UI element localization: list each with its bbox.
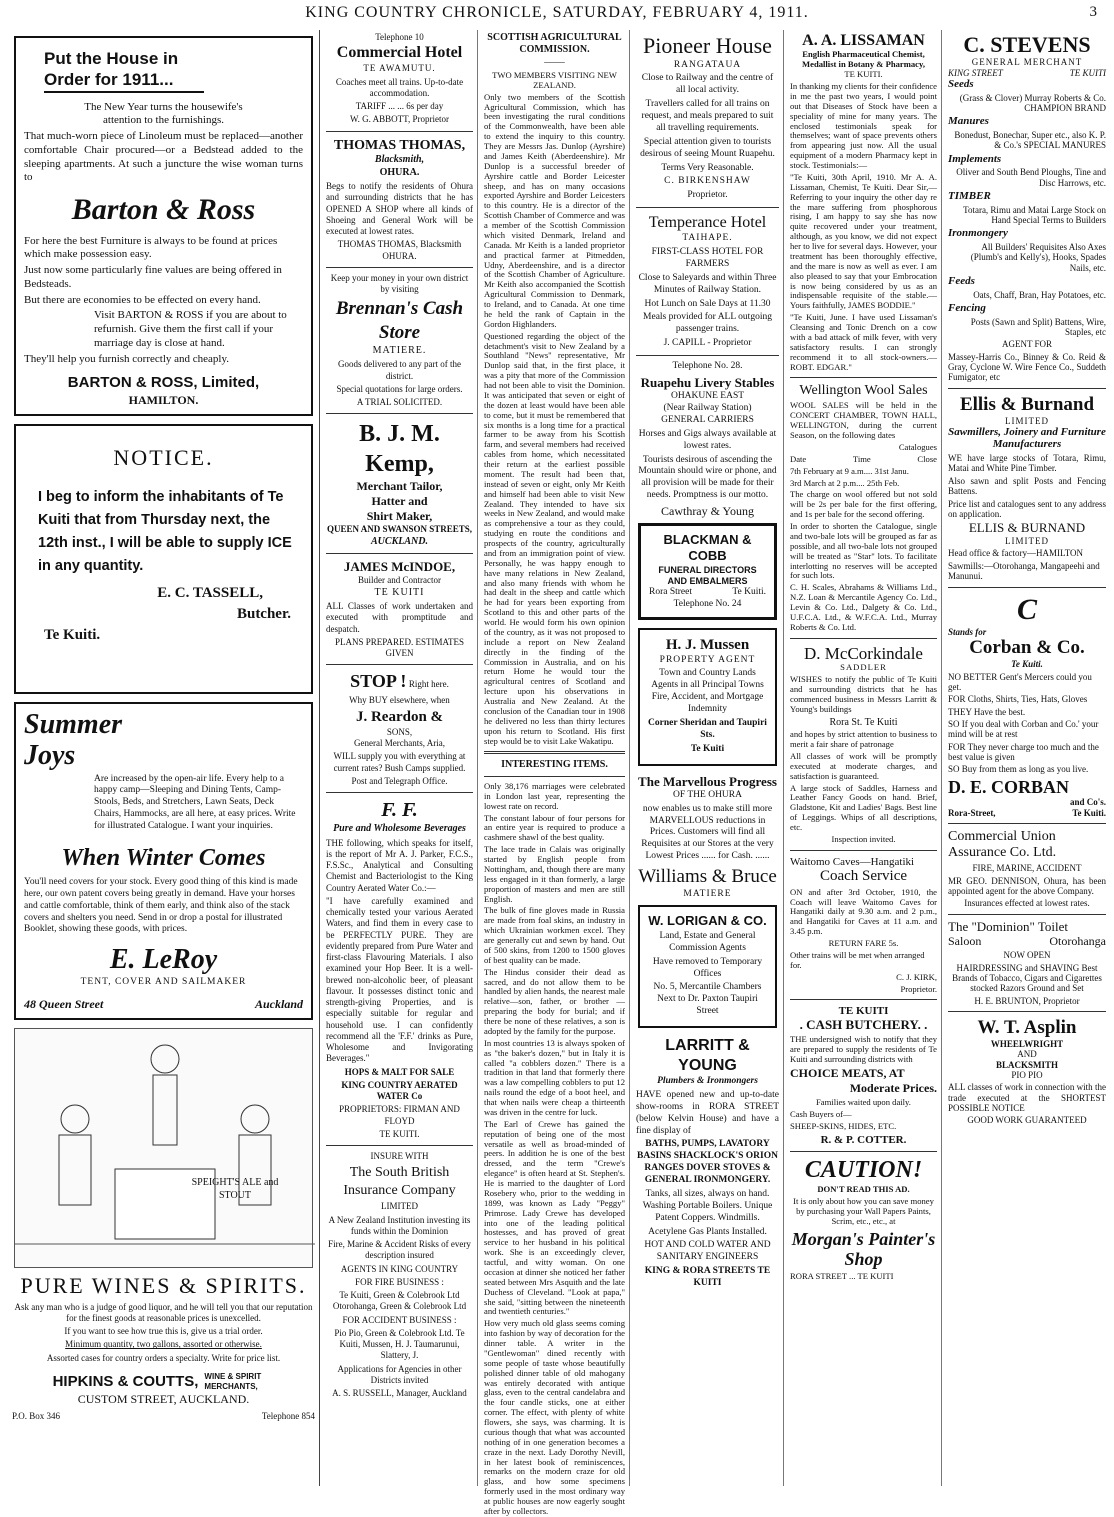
corban-row-1: NO BETTER Gent's Mercers could you get. [948, 671, 1092, 692]
ff-hops: HOPS & MALT FOR SALE [344, 1066, 455, 1077]
lissaman-body-2: "Te Kuiti, 30th April, 1910. Mr A. A. Lissaman, Chemist, Te Kuiti. Dear Sir,—Referring to your inquiry the other day re the mare suffering from phosphorous rising, I am happy to say she has now quite recovered under your treatment, although, as you know, we did not expect her to live for several days. However, your treatment has been thoroughly effective, and the mare is now as well as ever. I am also pleased to say that your Embrocation is now being considered by us as an indispensable requisite of the stable.—Yours faithfully, JAMES BODDIE." [790, 171, 937, 311]
column-5 [786, 30, 942, 1486]
ellis-burnand-ltd: LIMITED [1005, 415, 1049, 426]
stop-body: Why BUY elsewhere, when [349, 694, 450, 705]
asplin-and: AND [1017, 1049, 1037, 1060]
corban-row-3: THEY Have the best. [948, 706, 1026, 717]
waitomo-fare: RETURN FARE 5s. [828, 938, 899, 949]
mussen-town: Te Kuiti [690, 743, 725, 754]
ruapehu-body-2: Tourists desirous of ascending the Mountain should wire or phone, and all provision will be made for their needs. Promptness is our motto. [638, 454, 777, 501]
brennan-body-3: A TRIAL SOLICITED. [356, 397, 443, 407]
hipkins-body-1: Ask any man who is a judge of good liquor, and he will tell you that our reputation for the finest goods at reasonable prices is unexcelled. [14, 1301, 313, 1323]
reardon-post: Post and Telegraph Office. [351, 775, 448, 786]
barton-body-4: But there are economies to be effected on every hand. [24, 293, 261, 306]
mussen-trade: PROPERTY AGENT [659, 654, 756, 665]
items-title: INTERESTING ITEMS. [501, 759, 608, 771]
leroy-address: 48 Queen Street [24, 997, 104, 1012]
temperance-body-1: FIRST-CLASS HOTEL FOR FARMERS [651, 247, 764, 269]
stevens-ironmongery: All Builders' Requisites Also Axes (Plumb's and Kelly's), Hooks, Spades Nails, etc. [970, 241, 1106, 273]
ff-body-2: "I have carefully examined and chemically tested your various Aerated Waters, and find them in every case to be PERFECTLY PURE. They are evidently prepared from Pure Water and first-class Flavouring Materials. I also examined your Hop Beer. It is a well-brewed non-alcoholic beer, of pleasant flavour. It possesses distinct tonic and strength-giving Properties, and is especially suitable for regular and household use. I can confidently recommend all the 'F.F.' drinks as Pure, Wholesome and Invigorating Beverages." [326, 895, 473, 1064]
lissaman-town: TE KUITI. [844, 69, 883, 80]
waitomo-heading: Waitomo Caves—Hangatiki [790, 855, 915, 868]
masthead-title: KING COUNTRY CHRONICLE, SATURDAY, FEBRUARY 4, 1911. [305, 4, 809, 21]
ellis-burnand-body-1: WE have large stocks of Totara, Rimu, Matai and White Pine Timber. [948, 453, 1106, 474]
dominion-open: NOW OPEN [1003, 950, 1051, 961]
ruapehu-signature: Cawthray & Young [660, 504, 754, 518]
marvellous-heading: The Marvellous Progress [638, 773, 777, 789]
stop-heading: STOP ! [350, 671, 407, 692]
morgans-name: Morgan's Painter's Shop [791, 1228, 936, 1270]
commercial-union-body: MR GEO. DENNISON, Ohura, has been appointed agent for the above Company. [948, 875, 1106, 896]
item-4: The bulk of fine gloves made in Russia are made from foal skins, an industry in which Ukrainian workmen excel. They are generally cut and sewn by hand. Out of 500 skins, from 1200 to 1500 gloves of best quality can be made. [484, 905, 625, 965]
dec-co: and Co's. [1069, 797, 1106, 808]
sb-manager: A. S. RUSSELL, Manager, Auckland [332, 1388, 467, 1398]
stevens-timber-heading: TIMBER [948, 189, 991, 202]
hipkins-address: CUSTOM STREET, AUCKLAND. [77, 1391, 250, 1406]
page-number: 3 [1089, 4, 1098, 20]
waitomo-proprietor: C. J. KIRK, [896, 971, 937, 982]
mcindoe-trade: Builder and Contractor [358, 575, 441, 586]
butchery-signature: R. & P. COTTER. [820, 1133, 907, 1146]
thomas-signature: THOMAS THOMAS, Blacksmith OHURA. [337, 239, 462, 261]
wool-col-close: Close [917, 453, 937, 464]
ff-company: KING COUNTRY AERATED WATER Co [341, 1079, 458, 1101]
larritt-young-name: LARRITT & YOUNG [665, 1037, 750, 1074]
stevens-implements: Oliver and South Bend Ploughs, Tine and Disc Harrows, etc. [956, 167, 1106, 188]
williams-bruce-name: Williams & Bruce [638, 866, 777, 887]
column-2 [322, 30, 478, 1486]
bc-address: Rora Street [649, 587, 693, 597]
stevens-implements-heading: Implements [948, 152, 1002, 165]
kemp-trade-2: Hatter and [371, 494, 428, 509]
corban-row-6: SO Buy from them as long as you live. [948, 764, 1089, 775]
kemp-trade-1: Merchant Tailor, [356, 479, 443, 494]
lissaman-body-1: In thanking my clients for their confidence in me the past two years, I would point out that Diseases of Stock have been a speciality of mine for many years. The enclosed testimonials speak for themselves; want of space prevents others from appearing just now. All the usual equipment of a modern Pharmacy kept in stock. Testimonials:— [790, 81, 938, 171]
brennan-body-1: Goods delivered to any part of the district. [338, 359, 461, 381]
marvellous-of: OF THE OHURA [673, 789, 742, 800]
item-1: Only 38,176 marriages were celebrated in London last year, representing the lowest rate on record. [484, 780, 625, 811]
pioneer-body-2: Travellers called for all trains on request, and meals prepared to suit all travelling requirements. [641, 99, 774, 133]
sb-fire-names: Te Kuiti, Green & Colebrook Ltd Otorohanga, Green & Colebrook Ltd [332, 1290, 467, 1312]
waitomo-sub: Coach Service [819, 868, 908, 885]
larritt-young-trade: Plumbers & Ironmongers [657, 1076, 758, 1086]
sb-pre: INSURE WITH [370, 1151, 429, 1161]
larritt-young-body-3: Tanks, all sizes, always on hand. Washing Portable Boilers. Unique Patent Coppers. Windmills. [642, 1188, 773, 1223]
brennan-pre: Keep your money in your own district by visiting [330, 272, 469, 294]
wool-sales-table-header [790, 455, 937, 465]
barton-headline: Put the House in Order for 1911... [44, 48, 204, 93]
mccorkindale-body-2: and hopes by strict attention to business to merit a fair share of patronage [790, 729, 937, 750]
dominion-town: Otorohanga [1049, 933, 1106, 948]
thomas-trade: Blacksmith, [374, 154, 425, 165]
marvellous-body: now enables us to make still more MARVELLOUS reductions in Prices. Customers will find all Requisites at our Stores at the very Lowest Prices ...... for Cash. ...... [641, 803, 774, 862]
mccorkindale-body-3: All classes of work will be promptly executed at moderate charges, and satisfaction is guaranteed. [790, 750, 937, 781]
sb-applications: Applications for Agencies in other Districts invited [337, 1363, 462, 1385]
stevens-town: TE KUITI [1069, 67, 1106, 78]
pioneer-town: RANGATAUA [673, 59, 742, 70]
item-8: How very much old glass seems coming into fashion by way of decoration for the dinner table. A writer in the "Gentlewoman" dined recently with some people of taste whose beautifully polished dinner table of old mahogany was entirely decorated with antique glass, even to the central candelabra and the four candle sticks, one at either corner. The effect, with plenty of white flowers, she says, was charming. It is curious though that what was accounted nothing of in one generation becomes a craze in the next. Lady Dorothy Nevill, in her latest book of reminiscences, remarks on the modern craze for old glass, and how some specimens formerly used in the most ordinary way at public houses are now eagerly sought after by collectors. [484, 1318, 625, 1516]
men-toasting-icon [15, 1029, 315, 1269]
hipkins-pobox: P.O. Box 346 [12, 1410, 61, 1421]
dec-name: D. E. CORBAN [948, 776, 1070, 797]
reardon-sons: SONS, [386, 726, 413, 737]
lorigan-address: No. 5, Mercantile Chambers Next to Dr. Paxton Taupiri Street [653, 982, 762, 1017]
article-para-2: Questioned regarding the object of the detachment's visit to New Zealand by a Southland "News" representative, Mr Dunlop said that, in the first place, it was a pity that more of the Commission had not been able to visit the Dominion. It was anticipated that seven or eight of the dozen at least would have been able to come, but it must be remembered that six months is a long time for a practical farmer to be away from his Scottish farm, and several members had received cables from home, which necessitated their return at the earliest possible moment. The result had been that, instead of seven or eight, only Mr Keith and himself had been able to visit New Zealand. They intended to have six weeks in New Zealand, and would make as comprehensive a tour as they could, studying en route the conditions and prospects of the country, agriculturally and from an immigration point of view. Personally, he was happy enough to have many relations in New Zealand, and also many friends with whom he had dealt in the sheep and cattle which he had for years been exporting from Scotland to this and other parts of the world. He would form his own opinion of the country, as it was not proposed to include a report on New Zealand directly in the finding of the Commission in Australia, and on his return Home he would tour the agricultural centres of Scotland and lecture upon his observations in Australia and New Zealand. At the conclusion of the Canadian tour in 1908 he delivered no less than thirty lectures upon his return to Scotland. His first step would be to visit Lake Wakatipu. [484, 330, 625, 746]
dominion-saloon: Saloon [948, 933, 982, 948]
commercial-hotel-tariff: TARIFF ... ... 6s per day [355, 101, 444, 111]
blackman-cobb-ad [638, 523, 777, 620]
notice-title: NOTICE. [113, 445, 214, 470]
ellis-burnand-body-2: Also sawn and split Posts and Fencing Battens. [948, 475, 1106, 497]
commercial-union-trade: FIRE, MARINE, ACCIDENT [972, 863, 1082, 874]
sb-name: The South British Insurance Company [343, 1165, 456, 1198]
speights-label: SPEIGHT'S ALE and STOUT [191, 1177, 279, 1201]
lorigan-ad [638, 905, 777, 1028]
ellis-burnand-trade: Sawmillers, Joinery and Furniture Manufacturers [948, 425, 1106, 451]
barton-intro: The New Year turns the housewife's attention to the furnishings. [84, 100, 243, 127]
reardon-merchants: General Merchants, Aria, [354, 738, 445, 748]
asplin-body: ALL classes of work in connection with the trade executed at the SHORTEST POSSIBLE NOTICE [948, 1082, 1106, 1113]
wool-col-date: Date [790, 453, 807, 464]
masthead [0, 4, 1114, 28]
mussen-address: Corner Sheridan and Taupiri Sts. [648, 717, 767, 740]
wool-row-1: 7th February at 9 a.m.... 31st Janu. [790, 465, 909, 476]
hipkins-body-4: Assorted cases for country orders a specialty. Write for price list. [46, 1352, 281, 1363]
notice-body: I beg to inform the inhabitants of Te Kuiti that from Thursday next, the 12th inst., I will be able to supply ICE in any quantity. [38, 488, 292, 575]
bc-trade-2: AND EMBALMERS [667, 575, 748, 586]
hipkins-trade: WINE & SPIRIT MERCHANTS, [204, 1371, 262, 1391]
leroy-name: E. LeRoy [109, 944, 218, 976]
barton-ross-ad [14, 36, 313, 416]
commercial-union-name: Commercial Union Assurance Co. Ltd. [948, 829, 1057, 861]
mccorkindale-name: D. McCorkindale [804, 643, 923, 663]
caution-heading: CAUTION! [804, 1157, 923, 1184]
column-3 [480, 30, 630, 1516]
sb-accident-names: Pio Pio, Green & Colebrook Ltd. Te Kuiti, Mussen, H. J. Taumarunui, Slattery, J. [334, 1327, 465, 1361]
asplin-guarantee: GOOD WORK GUARANTEED [967, 1115, 1087, 1126]
lorigan-name: W. LORIGAN & CO. [648, 912, 767, 928]
stevens-agent-body: Massey-Harris Co., Binney & Co. Reid & Gray, Cyclone W. Wire Fence Co., Suddeth Fumigator, etc [948, 351, 1106, 383]
item-3: The lace trade in Calais was originally started by English people from Nottingham, and, though there are many less engaged in it than formerly, a large proportion of masters and men are still English. [484, 844, 625, 904]
corban-row-5: FOR They never charge too much and the best value is given [948, 741, 1099, 762]
reardon-name: J. Reardon & [355, 709, 444, 725]
corban-row-2: FOR Cloths, Shirts, Ties, Hats, Gloves [948, 694, 1088, 705]
larritt-young-body-1: HAVE opened new and up-to-date show-rooms in RORA STREET (below Kelvin House) and have a fine display of [636, 1089, 779, 1136]
caution-body: It is only about how you can save money by purchasing your Wall Papers Paints, Scrim, etc., etc., at [793, 1195, 934, 1226]
ruapehu-near: (Near Railway Station) [663, 403, 752, 413]
dec-town: Te Kuiti. [1072, 807, 1106, 818]
waitomo-body-1: ON and after 3rd October, 1910, the Coach will leave Waitomo Caves for Hangatiki daily at 9.30 a.m. and 2 p.m., and Hangatiki for Caves at 11 a.m. and 3.45 p.m. [790, 886, 937, 937]
hipkins-headline: PURE WINES & SPIRITS. [20, 1273, 307, 1299]
tassell-notice [14, 424, 313, 694]
hipkins-coutts-ad [12, 1028, 315, 1422]
stevens-seeds-heading: Seeds [948, 77, 974, 90]
butchery-heading-2: . CASH BUTCHERY. . [799, 1017, 928, 1033]
caution-sub: DON'T READ THIS AD. [817, 1184, 910, 1195]
stevens-seeds: (Grass & Clover) Murray Roberts & Co. CHAMPION BRAND [959, 92, 1106, 113]
lorigan-trade: Land, Estate and General Commission Agents [659, 930, 756, 953]
item-6: In most countries 13 is always spoken of as "the baker's dozen," but in Italy it is called "a cobblers dozen." There is a tradition in that land that formerly there was a law compelling cobblers to put 12 nails round the edge of a boot heel, and that when nails were cheap a thirteenth was driven in the centre for luck. [484, 1037, 625, 1117]
bc-town: Te Kuiti. [732, 587, 766, 597]
leroy-ad [14, 702, 313, 1020]
article-subtitle: TWO MEMBERS VISITING NEW ZEALAND. [492, 69, 617, 90]
ff-body-1: THE following, which speaks for itself, is the report of Mr A. J. Parker, F.C.S., F.S.Sc., Analytical and Consulting Chemist and Bacteriologist to the King Country Aerated Water Co.:— [326, 837, 473, 893]
dominion-proprietor: H. E. BRUNTON, Proprietor [974, 995, 1080, 1006]
mccorkindale-address: Rora St. Te Kuiti [829, 716, 898, 728]
pioneer-body-3: Special attention given to tourists desirous of seeing Mount Ruapehu. [640, 136, 775, 159]
barton-body-1: That much-worn piece of Linoleum must be replaced—another comfortable Chair procured—or a Bedstead added to the sleeping apartments. At such a juncture the wise woman turns to [24, 130, 303, 184]
temperance-town: TAIHAPE. [682, 233, 733, 244]
item-7: The Earl of Crewe has gained the reputation of being one of the most versatile as well as broad-minded of peers. In addition he is one of the best dressed, and the term "Crewe's elegance" is often heard at St. Stephen's. He is married to the daughter of Lord Rosebery who, prior to the wedding in 1899, was known as Lady "Peggy" Primrose. Lady Crewe has developed into one of the leading political hostesses, and has proved of great service to her husband in his political work. She is an exceedingly clever, tactful, and witty woman. On one occasion at dinner she noticed her father seated between Mrs Asquith and the late Duchess of Cleveland. "Look at papa," she said, "sitting between the nineteenth and twentieth centuries." [484, 1118, 625, 1317]
article-para-1: Only two members of the Scottish Agricultural Commission, which has been investigating the rural conditions of the Commonwealth, have been able to extend the inquiry to this country. They are Messrs Jas. Dunlop (Ayrshire) and James Keith (Aberdeenshire). Mr Dunlop is a successful breeder of Ayrshire cattle and Border Leicester sheep, and has on many occasions exported Ayrshire and Border Leicesters to this country. He is a director of the Scottish Chamber of Commerce and was a member of the Scottish Commission which visited Denmark, Ireland and Canada. Mr Keith is a landed proprietor and practical farmer at Pitmedden, Udny, Aberdeenshire, and is a director of the Scottish Chamber of Agriculture. Mr Keith also accompanied the Scottish Agricultural Commission to Denmark, to Ireland, and to Canada. At one time he held the rank of Captain in the Gordon Highlanders. [484, 91, 625, 329]
ruapehu-tel: Telephone No. 28. [672, 361, 743, 371]
dominion-body: HAIRDRESSING and SHAVING Best Brands of Tobacco, Cigars and Cigarettes stocked Razors Ground and Set [952, 962, 1102, 994]
pioneer-name: Pioneer House [643, 33, 772, 58]
asplin-trade-1: WHEELWRIGHT [990, 1038, 1064, 1049]
hipkins-body-3: Minimum quantity, two gallons, assorted or otherwise. [65, 1339, 262, 1350]
item-2: The constant labour of four persons for an entire year is required to produce a cashmere shawl of the best quality. [484, 812, 625, 843]
reardon-body: WILL supply you with everything at current rates? Bush Camps supplied. [333, 751, 466, 773]
lissaman-name: A. A. LISSAMAN [802, 32, 925, 49]
waitomo-body-2: Other trains will be met when arranged for. [790, 949, 925, 970]
leroy-heading-1: Summer Joys [24, 709, 123, 771]
sb-ltd: LIMITED [381, 1201, 418, 1212]
brennan-body-2: Special quotations for large orders. [336, 383, 463, 394]
ff-sub: Pure and Wholesome Beverages [333, 823, 466, 834]
leroy-body-1: Are increased by the open-air life. Every help to a happy camp—Sleeping and Dining Tents, Camp-Stools, Beds, and Stretchers, Lawn Seats, Deck Chairs, Hammocks, are all here, at easy prices. Write for illustrated Catalogue. I want your inquiries. [94, 773, 296, 832]
pioneer-body-1: Close to Railway and the centre of all local activity. [641, 73, 774, 96]
temperance-body-3: Hot Lunch on Sale Days at 11.30 [644, 298, 771, 309]
asplin-trade-2: BLACKSMITH [995, 1059, 1058, 1070]
sb-fire: FOR FIRE BUSINESS : [355, 1276, 444, 1287]
stevens-feeds-heading: Feeds [948, 274, 975, 287]
temperance-body-2: Close to Saleyards and within Three Minutes of Railway Station. [638, 272, 777, 295]
article-title: SCOTTISH AGRICULTURAL COMMISSION. [487, 32, 622, 55]
larritt-young-address: KING & RORA STREETS TE KUITI [644, 1266, 771, 1288]
lissaman-trade: English Pharmaceutical Chemist, Medallist in Botany & Pharmacy, [802, 49, 925, 70]
ruapehu-town: OHAKUNE EAST [670, 391, 745, 402]
larritt-young-body-2: BATHS, PUMPS, LAVATORY BASINS SHACKLOCK'S ORION RANGES DOVER STOVES & GENERAL IRONMONGERY. [637, 1139, 778, 1185]
thomas-body: Begs to notify the residents of Ohura and surrounding districts that he has OPENED A SHOP where all kinds of Shoeing and General Work will be executed at lowest rates. [326, 181, 473, 236]
mcindoe-plans: PLANS PREPARED. ESTIMATES GIVEN [335, 636, 464, 658]
butchery-body-2: Families waited upon daily. [816, 1097, 911, 1108]
dec-street: Rora-Street, [948, 807, 996, 818]
column-4 [632, 30, 784, 1486]
hipkins-body-2: If you want to see how true this is, give us a trial order. [64, 1326, 263, 1337]
sb-agents: AGENTS IN KING COUNTRY [340, 1263, 459, 1274]
butchery-heading-1: TE KUITI [838, 1005, 889, 1018]
article-divider-icon: ⸻ [543, 57, 566, 67]
butchery-body-3: Cash Buyers of— [790, 1109, 852, 1120]
commercial-hotel-town: TE AWAMUTU. [363, 63, 436, 74]
column-1 [8, 30, 320, 1486]
stevens-feeds: Oats, Chaff, Bran, Hay Potatoes, etc. [973, 289, 1106, 300]
waitomo-proprietor-2: Proprietor. [900, 983, 937, 994]
pioneer-proprietor: C. BIRKENSHAW [664, 176, 751, 187]
bc-tel: Telephone No. 24 [673, 598, 742, 609]
temperance-body-4: Meals provided for ALL outgoing passenger trains. [643, 312, 772, 335]
sb-body: A New Zealand Institution investing its funds within the Dominion [328, 1214, 471, 1236]
stevens-ironmongery-heading: Ironmongery [948, 227, 1008, 240]
stevens-manures-heading: Manures [948, 115, 989, 128]
item-5: The Hindus consider their dead as sacred, and do not allow them to be handled by alien hands, the nearest male relative—son, father, or brother —preparing the body for burial; and if there be none of these relatives, a son is adopted by the family for the purpose. [484, 966, 625, 1036]
barton-signature: BARTON & ROSS, Limited, [67, 374, 260, 392]
kemp-address: QUEEN AND SWANSON STREETS, [326, 524, 473, 535]
ruapehu-carriers: GENERAL CARRIERS [661, 414, 754, 425]
ellis-burnand-name-2: ELLIS & BURNAND [968, 520, 1086, 536]
wool-col-time: Time [852, 453, 871, 464]
commercial-hotel-proprietor: W. G. ABBOTT, Proprietor [350, 114, 449, 125]
leroy-body-2: You'll need covers for your stock. Every good thing of this kind is made here, our own patent covers being greatly in demand. Have your horses and cattle comfortable, think of them early, and think also of the stack covers and shelters you need. Send in or drop a postal for illustrated Booklet, showing these goods, with prices. [24, 876, 298, 935]
temperance-name: Temperance Hotel [648, 214, 767, 232]
drinkers-illustration [14, 1028, 313, 1268]
barton-body-5: Visit BARTON & ROSS if you are about to refurnish. Give them the first call if your marriage day is close at hand. [94, 309, 287, 349]
wool-sales-body-3: In order to shorten the Catalogue, single and two-bale lots will be grouped as far as possible, and all two-bale lots not grouped will be treated as "Star" lots. To facilitate interlotting no reserves will be accepted for such lots. [790, 521, 937, 581]
bc-name: BLACKMAN & COBB [663, 532, 752, 564]
mccorkindale-trade: SADDLER [840, 662, 887, 673]
barton-body-3: Just now some particularly fine values are being offered in Bedsteads. [24, 264, 282, 290]
ellis-burnand-name: Ellis & Burnand [959, 393, 1095, 415]
corban-stands: Stands for [948, 627, 987, 637]
wool-sales-heading: Wellington Wool Sales [799, 383, 928, 399]
sb-risks: Fire, Marine & Accident Risks of every description insured [328, 1239, 471, 1261]
stevens-timber: Totara, Rimu and Matai Large Stock on Hand Special Terms to Builders [963, 204, 1106, 225]
thomas-town: OHURA. [379, 166, 420, 178]
wool-sales-body-4: C. H. Scales, Abrahams & Williams Ltd., N.Z. Loan & Mercantile Agency Co. Ltd., Levin & Co. Ltd., Dalgety & Co. Ltd., U.F.C.A. Ltd., & W.F.C.A. Ltd., Murray Roberts & Co. Ltd. [790, 582, 937, 632]
morgans-address: RORA STREET ... TE KUITI [790, 1270, 894, 1281]
leroy-trade: TENT, COVER AND SAILMAKER [80, 977, 247, 988]
mcindoe-body: ALL Classes of work undertaken and executed with promptitude and despatch. [326, 601, 473, 634]
larritt-young-body-4: Acetylene Gas Plants Installed. [648, 1226, 767, 1237]
lorigan-body: Have removed to Temporary Offices [652, 956, 763, 979]
asplin-name: W. T. Asplin [977, 1017, 1077, 1039]
stevens-name: C. STEVENS [963, 32, 1091, 57]
notice-name: E. C. TASSELL, [157, 585, 263, 602]
mccorkindale-body-4: A large stock of Saddles, Harness and Leather Fancy Goods on hand. Brief, Gladstone, Kit and Ladies' Bags. Best line of Leggings. Whips of all descriptions, etc. [790, 782, 937, 833]
mccorkindale-body-5: Inspection invited. [831, 833, 896, 844]
corban-town: Te Kuiti. [1011, 659, 1043, 670]
butchery-prices: Moderate Prices. [849, 1081, 937, 1096]
barton-town: HAMILTON. [128, 393, 199, 407]
ellis-burnand-body-3: Price list and catalogues sent to any address on application. [948, 498, 1106, 519]
ff-heading: F. F. [381, 799, 418, 821]
mcindoe-name: JAMES McINDOE, [343, 559, 456, 574]
stevens-street: KING STREET [948, 67, 1003, 78]
commercial-hotel-tel: Telephone 10 [375, 32, 424, 42]
stevens-agent: AGENT FOR [1001, 339, 1053, 350]
pioneer-terms: Terms Very Reasonable. [661, 162, 754, 173]
mussen-body: Town and Country Lands Agents in all Principal Towns Fire, Accident, and Mortgage Indemnity [651, 668, 764, 714]
wool-catalogues: Catalogues [898, 441, 937, 452]
ff-town: TE KUITI. [379, 1128, 420, 1139]
leroy-heading-2: When Winter Comes [61, 844, 266, 871]
larritt-young-body-5: HOT AND COLD WATER AND SANITARY ENGINEERS [644, 1240, 771, 1263]
brennan-town: MATIERE. [372, 344, 427, 356]
kemp-city: AUCKLAND. [371, 535, 428, 547]
ff-proprietors: PROPRIETORS: FIRMAN AND FLOYD [339, 1104, 460, 1126]
barton-body-2: For here the best Furniture is always to be found at prices which make possession easy. [24, 234, 278, 261]
mcindoe-town: TE KUITI [374, 586, 425, 598]
leroy-city: Auckland [254, 997, 303, 1012]
stevens-manures: Bonedust, Bonechar, Super etc., also K. P. & Co.'s SPECIAL MANURES [954, 129, 1106, 151]
bc-trade-1: FUNERAL DIRECTORS [658, 564, 757, 575]
lissaman-body-3: "Te Kuiti, June. I have used Lissaman's Cleansing and Tonic Drench on a cow with a bad attack of milk fever, with very satisfactory results. I can strongly recommend it to all stock-owners.—ROBT. EDGAR." [790, 312, 937, 372]
wool-sales-body-1: WOOL SALES will be held in the CONCERT CHAMBER, TOWN HALL, WELLINGTON, during the current Season, on the following dates [790, 400, 937, 441]
hipkins-name: HIPKINS & COUTTS, [52, 1372, 199, 1390]
column-6 [944, 30, 1110, 1486]
butchery-meats: CHOICE MEATS, AT [790, 1065, 905, 1080]
wool-row-2: 3rd March at 2 p.m.... 25th Feb. [790, 477, 900, 488]
butchery-body-4: SHEEP-SKINS, HIDES, ETC. [790, 1120, 897, 1131]
stop-side: Right here. [408, 679, 449, 690]
hipkins-telephone: Telephone 854 [261, 1410, 315, 1421]
ruapehu-body-1: Horses and Gigs always available at lowest rates. [638, 428, 777, 451]
brennan-name: Brennan's Cash Store [335, 298, 464, 343]
temperance-proprietor: J. CAPILL - Proprietor [663, 338, 752, 349]
ellis-burnand-head-office: Head office & factory—HAMILTON [948, 548, 1084, 559]
commercial-union-body-2: Insurances effected at lowest rates. [964, 898, 1090, 909]
barton-body-6: They'll help you furnish correctly and cheaply. [24, 352, 230, 365]
stevens-fencing-heading: Fencing [948, 301, 986, 314]
kemp-trade-3: Shirt Maker, [366, 509, 433, 524]
thomas-name: THOMAS THOMAS, [333, 137, 466, 153]
asplin-town: PIO PIO [1011, 1069, 1043, 1080]
stevens-fencing: Posts (Sawn and Split) Battens, Wire, Staples, etc [970, 316, 1106, 337]
commercial-hotel-body: Coaches meet all trains. Up-to-date accommodation. [335, 76, 464, 98]
notice-place: Te Kuiti. [44, 626, 101, 643]
barton-brand: Barton & Ross [71, 193, 256, 226]
butchery-body-1: THE undersigned wish to notify that they are prepared to supply the residents of Te Kuiti and surrounding districts with [790, 1034, 937, 1064]
mussen-name: H. J. Mussen [665, 636, 750, 653]
corban-big-c: C [1016, 592, 1037, 626]
dominion-name: The "Dominion" Toilet [948, 918, 1068, 934]
ellis-burnand-ltd-2: LIMITED [1005, 536, 1049, 547]
mussen-ad [638, 628, 777, 766]
notice-trade: Butcher. [236, 606, 291, 622]
corban-name: Corban & Co. [969, 637, 1085, 659]
commercial-hotel-name: Commercial Hotel [336, 44, 463, 62]
mccorkindale-body-1: WISHES to notify the public of Te Kuiti and surrounding districts that he has commenced business in Messrs Larritt & Young's buildings [790, 674, 937, 714]
wool-sales-body-2: The charge on wool offered but not sold will be 2s per bale for the first offering, and 1s per bale for the second offering. [790, 489, 937, 520]
stevens-trade: GENERAL MERCHANT [971, 57, 1083, 68]
ellis-burnand-sawmills: Sawmills:—Otorohanga, Mangapeehi and Manunui. [948, 560, 1100, 582]
ruapehu-name: Ruapehu Livery Stables [640, 374, 775, 390]
corban-row-4: SO If you deal with Corban and Co.' your mind will be at rest [948, 718, 1099, 740]
pioneer-proprietor-2: Proprietor. [687, 190, 728, 201]
sb-accident: FOR ACCIDENT BUSINESS : [342, 1314, 457, 1325]
williams-bruce-town: MATIERE [683, 888, 732, 899]
kemp-name: B. J. M. Kemp, [359, 421, 440, 478]
